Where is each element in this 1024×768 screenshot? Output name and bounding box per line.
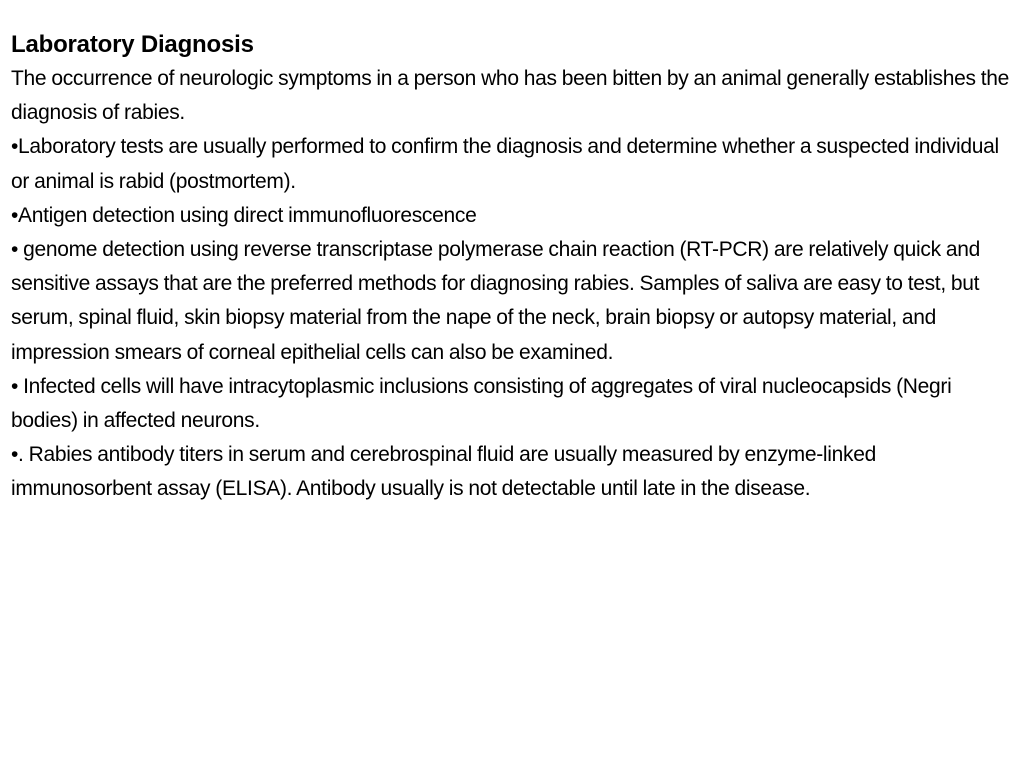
bullet-infected-cells: • Infected cells will have intracytoplasmic inclusions consisting of aggregates of viral nucleocapsids (Negri bodies) in affected neurons. [11, 374, 952, 433]
bullet-antibody-titers: •. Rabies antibody titers in serum and cerebrospinal fluid are usually measured by enzyme-linked immunosorbent assay (ELISA). Antibody usually is not detectable until late in the disease. [11, 443, 877, 501]
bullet-antigen-detection: •Antigen detection using direct immunofluorescence [11, 203, 477, 227]
paragraph-intro: The occurrence of neurologic symptoms in a person who has been bitten by an animal generally establishes the diagnosis of rabies. [11, 67, 1010, 125]
bullet-genome-detection: • genome detection using reverse transcriptase polymerase chain reaction (RT-PCR) are relatively quick and sensitive assays that are the preferred methods for diagnosing rabies. Samples of saliva are easy to test, but serum, spinal fluid, skin biopsy material from the nape of the neck, brain biopsy or autopsy material, and impression smears of corneal epithelial cells can also be examined. [11, 238, 980, 364]
slide-body [11, 62, 1011, 507]
bullet-laboratory-tests: •Laboratory tests are usually performed to confirm the diagnosis and determine whether a suspected individual or animal is rabid (postmortem). [11, 135, 999, 193]
slide-title: Laboratory Diagnosis [11, 31, 254, 58]
slide [11, 28, 1011, 507]
